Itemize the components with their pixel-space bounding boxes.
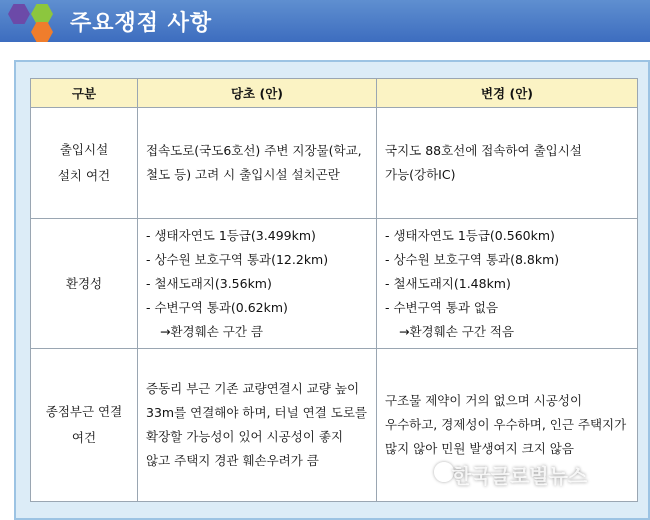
page-title: 주요쟁점 사항: [70, 11, 213, 36]
changed-plan-cell: 구조물 제약이 거의 없으며 시공성이 우수하고, 경제성이 우수하며, 인근 주택지가 많지 않아 민원 발생여지 크지 않음: [377, 349, 638, 502]
original-plan-cell: 증동리 부근 기존 교량연결시 교량 높이 33m를 연결해야 하며, 터널 연결 도로를 확장할 가능성이 있어 시공성이 좋지 않고 주택지 경관 훼손우려가 큼: [138, 349, 377, 502]
changed-plan-cell: - 생태자연도 1등급(0.560km) - 상수원 보호구역 통과(8.8km) - 철새도래지(1.48km) - 수변구역 통과 없음 →환경훼손 구간 적음: [377, 219, 638, 349]
hexagon-icon: [8, 4, 30, 24]
changed-plan-cell: 국지도 88호선에 접속하여 출입시설 가능(강하IC): [377, 108, 638, 219]
header-bar: [0, 0, 650, 42]
original-plan-cell: - 생태자연도 1등급(3.499km) - 상수원 보호구역 통과(12.2km) - 철새도래지(3.56km) - 수변구역 통과(0.62km) →환경훼손 구간 큼: [138, 219, 377, 349]
row-label: 환경성: [31, 219, 138, 349]
table-row: [31, 219, 638, 349]
hexagon-icon: [31, 4, 53, 24]
original-plan-cell: 접속도로(국도6호선) 주변 지장물(학교, 철도 등) 고려 시 출입시설 설치곤란: [138, 108, 377, 219]
column-header: 구분: [31, 79, 138, 108]
issues-table: [30, 78, 638, 502]
column-header: 변경 (안): [377, 79, 638, 108]
hexagon-icon: [31, 22, 53, 42]
row-label: 종점부근 연결 여건: [31, 349, 138, 502]
table-row: [31, 108, 638, 219]
row-label: 출입시설 설치 여건: [31, 108, 138, 219]
watermark: 한국글로벌뉴스: [452, 464, 588, 488]
column-header: 당초 (안): [138, 79, 377, 108]
table-header-row: [31, 79, 638, 108]
watermark-logo-icon: [434, 462, 454, 482]
